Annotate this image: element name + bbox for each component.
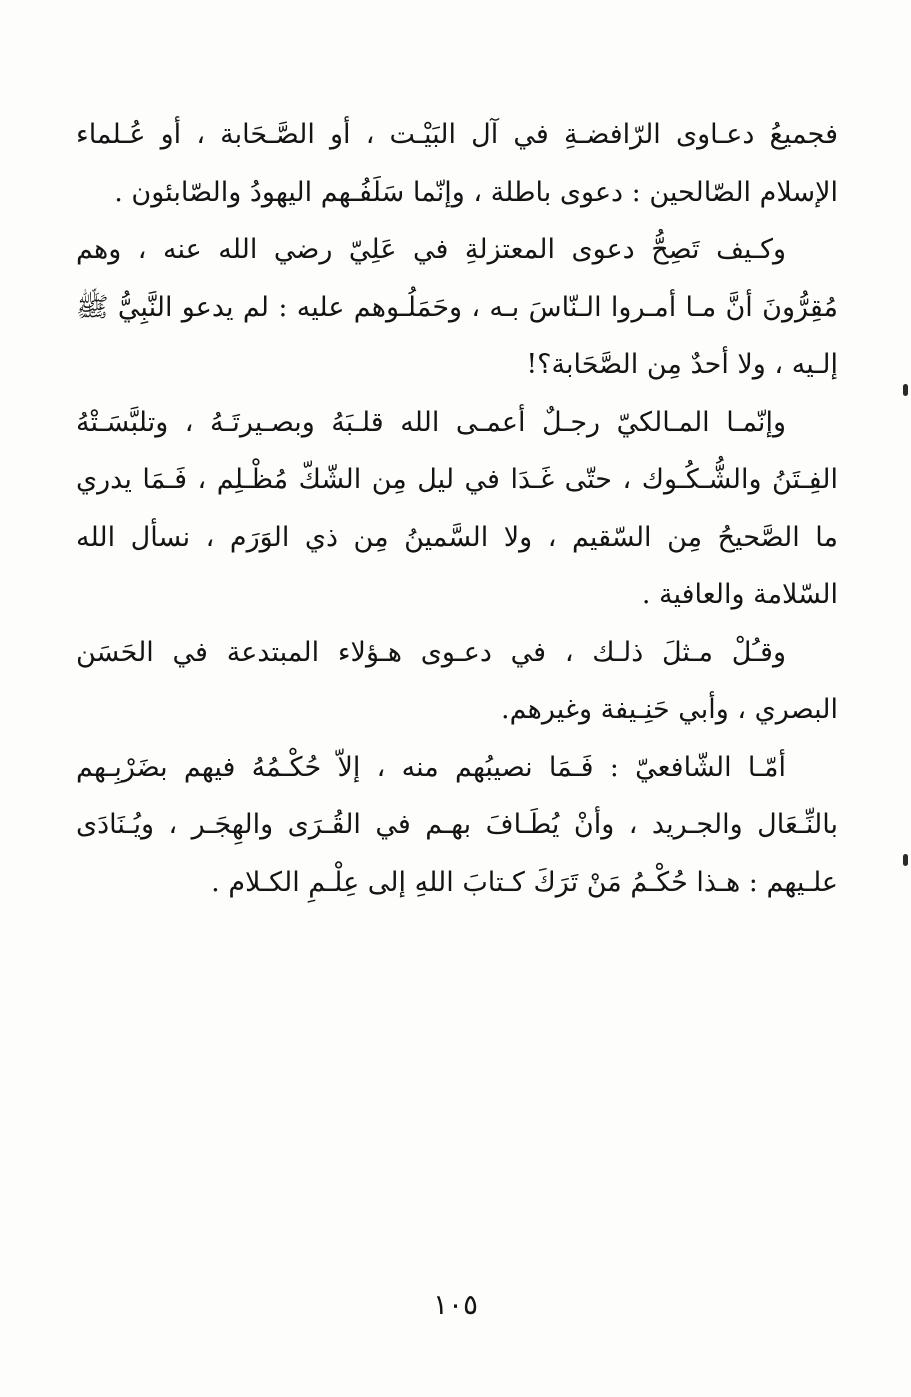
paragraph-1: فجميعُ دعـاوى الرّافضـةِ في آل البَيْـت ، أو الصَّـحَابة ، أو عُـلماء الإسلام الصّالحين : دعوى باطلة ، وإنّما سَلَفُـهم اليهودُ والصّابئون . [76,119,838,208]
scan-edge-mark [903,854,908,866]
body-text [76,106,838,911]
paragraph-3: وإنّمـا المـالكيّ رجـلٌ أعمـى الله قلـبَهُ وبصـيرتَـهُ ، وتلبَّسَـتْهُ الفِـتَنُ والشُّـكُـوك ، حتّى غَـدَا في ليل مِن الشّكّ مُظْـلِم ، فَـمَا يدري ما الصَّحيحُ مِن السّقيم ، ولا السَّمينُ مِن ذي الوَرَم ، نسأل الله السّلامة والعافية . [76,406,838,610]
page-number: ١٠٥ [432,1288,479,1321]
paragraph-5: أمّـا الشّافعيّ : فَـمَا نصيبُهم منه ، إلاّ حُكْـمُهُ فيهم بضَرْبِـهم بالنِّـعَال والجـريد ، وأنْ يُطَـافَ بهـم في القُـرَى والهِجَـر ، ويُـنَادَى علـيهم : هـذا حُكْـمُ مَنْ تَرَكَ كـتابَ اللهِ إلى عِلْـمِ الكـلام . [76,751,838,898]
paragraph-2: وكـيف تَصِحُّ دعوى المعتزلةِ في عَلِيّ رضي الله عنه ، وهم مُقِرُّونَ أنَّ مـا أمـروا الـنّاسَ بـه ، وحَمَلُـوهم عليه : لم يدعو النَّبِيُّ ﷺ إلـيه ، ولا أحدٌ مِن الصَّحَابة؟! [76,234,838,380]
scan-edge-mark [903,384,908,396]
paragraph-4: وقـُلْ مـثلَ ذلـك ، في دعـوى هـؤلاء المبتدعة في الحَسَن البصري ، وأبي حَنِـيفة وغيرهم. [76,636,838,725]
